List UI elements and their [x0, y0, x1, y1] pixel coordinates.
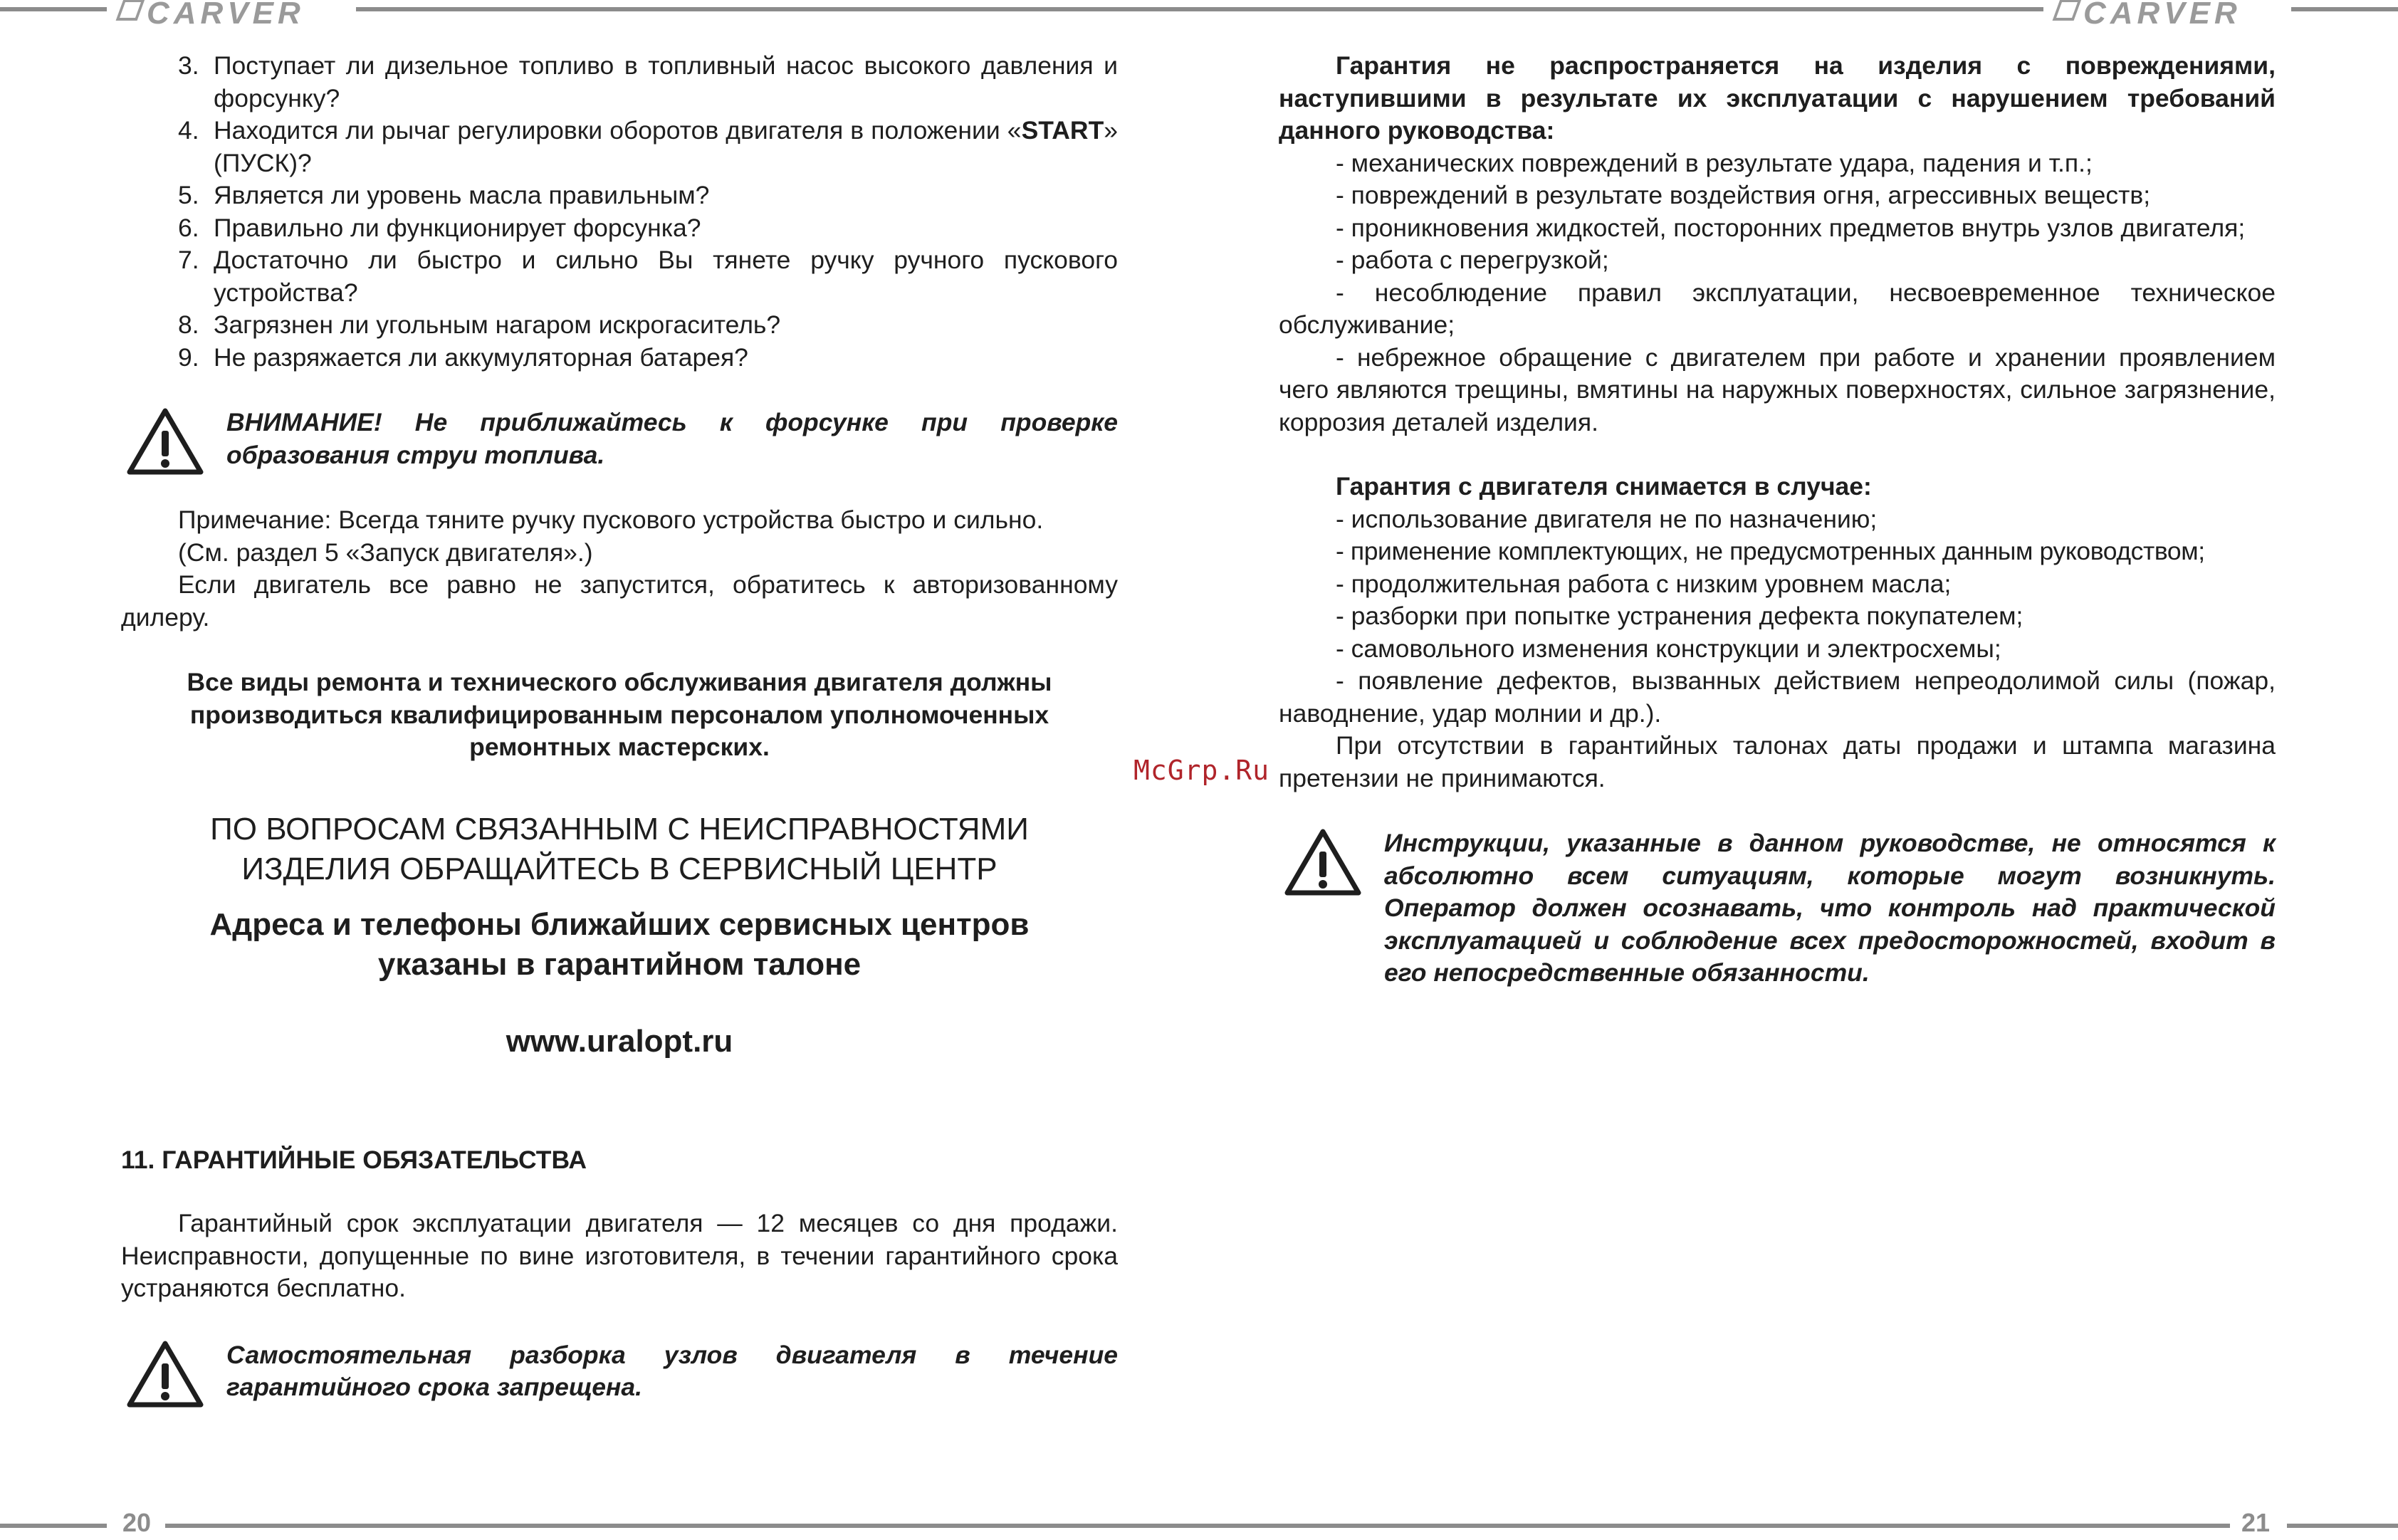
warning-triangle-icon — [125, 407, 205, 476]
list-item: 9. Не разряжается ли аккумуляторная батарея? — [178, 342, 748, 372]
note-see-section: (См. раздел 5 «Запуск двигателя».) — [178, 538, 593, 567]
footer-rule-right — [2287, 1524, 2398, 1528]
list-item: - использование двигателя не по назначению; — [1336, 504, 1878, 533]
claims-notice: При отсутствии в гарантийных талонах даты продажи и штампа магазина претензии не принимаются. — [1279, 731, 2276, 792]
list-item: - продолжительная работа с низким уровнем масла; — [1336, 569, 1952, 598]
warranty-void-heading: Гарантия с двигателя снимается в случае: — [1336, 472, 1872, 501]
page-number-left: 20 — [122, 1508, 152, 1537]
list-item: 6. Правильно ли функционирует форсунка? — [178, 213, 701, 242]
troubleshooting-questions — [121, 50, 1118, 374]
warranty-period-text: Гарантийный срок эксплуатации двигателя — 12 месяцев со дня продажи. Неисправности, допущенные по вине изготовителя, в течении гарантийного срока устраняются бесплатно. — [121, 1209, 1118, 1302]
left-page — [121, 50, 1118, 1404]
list-item: - разборки при попытке устранения дефекта покупателем; — [1336, 602, 2023, 630]
list-item: - проникновения жидкостей, посторонних предметов внутрь узлов двигателя; — [1336, 213, 2246, 242]
service-addresses: Адреса и телефоны ближайших сервисных центров указаны в гарантийном талоне — [209, 906, 1030, 982]
header-rule-middle — [356, 7, 2043, 11]
page-number-right: 21 — [2241, 1508, 2271, 1537]
list-item: - небрежное обращение с двигателем при работе и хранении проявлением чего являются трещины, вмятины на наружных поверхностях, сильное загрязнение, коррозия деталей изделия. — [1279, 342, 2276, 436]
list-item: - самовольного изменения конструкции и электросхемы; — [1336, 634, 2001, 663]
list-item: - повреждений в результате воздействия огня, агрессивных веществ; — [1336, 181, 2151, 209]
list-item: 3. Поступает ли дизельное топливо в топливный насос высокого давления и форсунку? — [178, 51, 1118, 112]
list-item: 5. Является ли уровень масла правильным? — [178, 181, 710, 209]
warning-injector: ВНИМАНИЕ! Не приближайтесь к форсунке при проверке образования струи топлива. — [121, 407, 1118, 471]
repair-notice: Все виды ремонта и технического обслуживания двигателя должны производиться квалифицированным персоналом уполномоченных ремонтных мастерских. — [187, 668, 1052, 761]
list-item: - появление дефектов, вызванных действием непреодолимой силы (пожар, наводнение, удар молнии и др.). — [1279, 666, 2276, 728]
watermark: McGrp.Ru — [1133, 755, 1270, 786]
brand-logo-right: CARVER — [2056, 0, 2241, 31]
service-center-notice: ПО ВОПРОСАМ СВЯЗАННЫМ С НЕИСПРАВНОСТЯМИ ИЗДЕЛИЯ ОБРАЩАЙТЕСЬ В СЕРВИСНЫЙ ЦЕНТР — [210, 811, 1029, 886]
warning-triangle-icon — [125, 1339, 205, 1409]
list-item: 8. Загрязнен ли угольным нагаром искрогаситель? — [178, 310, 781, 339]
right-page — [1279, 50, 2276, 990]
list-item: - работа с перегрузкой; — [1336, 246, 1609, 274]
warning-disassembly: Самостоятельная разборка узлов двигателя в течение гарантийного срока запрещена. — [121, 1339, 1118, 1404]
list-item: - механических повреждений в результате удара, падения и т.п.; — [1336, 148, 2093, 177]
section-title-warranty: 11. ГАРАНТИЙНЫЕ ОБЯЗАТЕЛЬСТВА — [121, 1145, 587, 1174]
website-link[interactable]: www.uralopt.ru — [506, 1023, 733, 1059]
header-rule-right — [2291, 7, 2398, 11]
header-rule-left — [0, 7, 107, 11]
list-item: - несоблюдение правил эксплуатации, несвоевременное техническое обслуживание; — [1279, 278, 2276, 339]
list-item: 7. Достаточно ли быстро и сильно Вы тянете ручку ручного пускового устройства? — [178, 246, 1118, 307]
list-item: - применение комплектующих, не предусмотренных данным руководством; — [1336, 537, 2205, 565]
list-item: 4. Находится ли рычаг регулировки оборотов двигателя в положении «START» (ПУСК)? — [178, 116, 1118, 177]
warning-triangle-icon — [1283, 827, 1363, 897]
footer-rule-left — [0, 1524, 107, 1528]
warning-instructions: Инструкции, указанные в данном руководстве, не относятся к абсолютно всем ситуациям, которые могут возникнуть. Оператор должен осознавать, что контроль над практической эксплуатацией и соблюдение всех предосторожностей, входит в его непосредственные обязанности. — [1279, 827, 2276, 990]
note-pull-handle: Примечание: Всегда тяните ручку пускового устройства быстро и сильно. — [178, 506, 1044, 534]
brand-logo-left: CARVER — [120, 0, 305, 31]
note-dealer: Если двигатель все равно не запустится, обратитесь к авторизованному дилеру. — [121, 570, 1118, 632]
warranty-exclusions-heading: Гарантия не распространяется на изделия с повреждениями, наступившими в результате их эксплуатации с нарушением требований данного руководства: — [1279, 51, 2276, 145]
footer-rule-middle — [165, 1524, 2230, 1528]
